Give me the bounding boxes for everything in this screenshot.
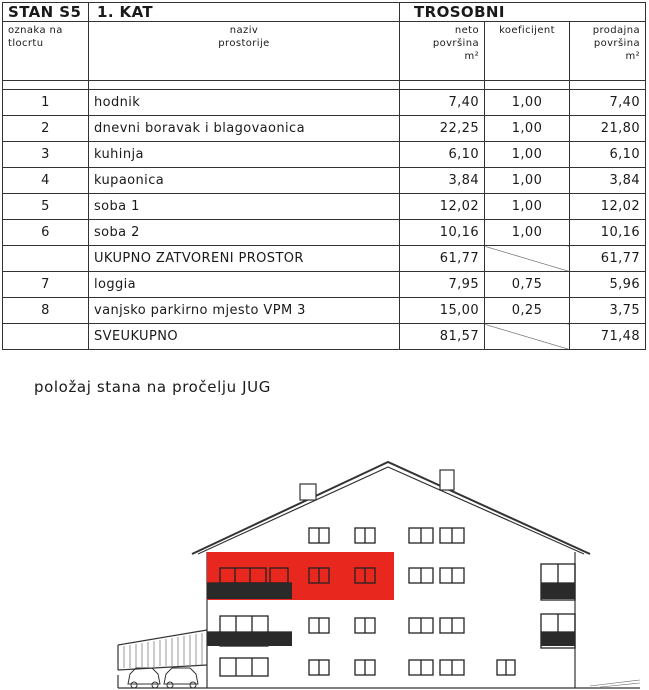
row-mark: 6 bbox=[3, 220, 89, 246]
table-row bbox=[3, 168, 646, 194]
row-coefficient: 1,00 bbox=[485, 194, 570, 220]
row-coefficient: 0,25 bbox=[485, 298, 570, 324]
row-mark: 1 bbox=[3, 90, 89, 116]
row-net-area: 12,02 bbox=[400, 194, 485, 220]
subtotal-sale: 61,77 bbox=[570, 246, 646, 272]
table-row bbox=[3, 142, 646, 168]
row-coefficient: 1,00 bbox=[485, 90, 570, 116]
row-mark: 5 bbox=[3, 194, 89, 220]
row-mark: 4 bbox=[3, 168, 89, 194]
table-row bbox=[3, 90, 646, 116]
unit-label: STAN S5 bbox=[3, 3, 89, 22]
row-sale-area: 7,40 bbox=[570, 90, 646, 116]
apartment-type-label: TROSOBNI bbox=[400, 3, 646, 22]
row-mark: 7 bbox=[3, 272, 89, 298]
row-sale-area: 3,75 bbox=[570, 298, 646, 324]
table-row bbox=[3, 298, 646, 324]
row-room-name: vanjsko parkirno mjesto VPM 3 bbox=[89, 298, 400, 324]
row-room-name: dnevni boravak i blagovaonica bbox=[89, 116, 400, 142]
subtotal-label: UKUPNO ZATVORENI PROSTOR bbox=[89, 246, 400, 272]
row-sale-area: 12,02 bbox=[570, 194, 646, 220]
row-net-area: 7,95 bbox=[400, 272, 485, 298]
col-header-mark: oznaka na tlocrtu bbox=[3, 22, 89, 81]
col-header-coefficient: koeficijent bbox=[485, 22, 570, 81]
row-coefficient: 0,75 bbox=[485, 272, 570, 298]
subtotal-row bbox=[3, 246, 646, 272]
total-label: SVEUKUPNO bbox=[89, 324, 400, 350]
table-row bbox=[3, 116, 646, 142]
total-sale: 71,48 bbox=[570, 324, 646, 350]
subtotal-coef-empty bbox=[485, 246, 570, 272]
row-net-area: 7,40 bbox=[400, 90, 485, 116]
table-row bbox=[3, 194, 646, 220]
apartment-area-table bbox=[2, 2, 646, 350]
row-net-area: 15,00 bbox=[400, 298, 485, 324]
total-row bbox=[3, 324, 646, 350]
row-coefficient: 1,00 bbox=[485, 142, 570, 168]
total-net: 81,57 bbox=[400, 324, 485, 350]
subtotal-net: 61,77 bbox=[400, 246, 485, 272]
spacer-row bbox=[3, 81, 646, 90]
row-sale-area: 21,80 bbox=[570, 116, 646, 142]
floor-label: 1. KAT bbox=[89, 3, 400, 22]
row-sale-area: 3,84 bbox=[570, 168, 646, 194]
row-room-name: loggia bbox=[89, 272, 400, 298]
row-sale-area: 6,10 bbox=[570, 142, 646, 168]
row-mark: 8 bbox=[3, 298, 89, 324]
col-header-name: naziv prostorije bbox=[89, 22, 400, 81]
row-room-name: hodnik bbox=[89, 90, 400, 116]
col-header-sale-area: prodajna površina m² bbox=[570, 22, 646, 81]
row-coefficient: 1,00 bbox=[485, 168, 570, 194]
column-header-row bbox=[3, 22, 646, 81]
row-mark: 2 bbox=[3, 116, 89, 142]
row-net-area: 10,16 bbox=[400, 220, 485, 246]
facade-caption: položaj stana na pročelju JUG bbox=[34, 378, 271, 396]
row-sale-area: 5,96 bbox=[570, 272, 646, 298]
row-coefficient: 1,00 bbox=[485, 116, 570, 142]
row-room-name: kuhinja bbox=[89, 142, 400, 168]
title-row bbox=[3, 3, 646, 22]
row-room-name: kupaonica bbox=[89, 168, 400, 194]
col-header-net-area: neto površina m² bbox=[400, 22, 485, 81]
row-room-name: soba 1 bbox=[89, 194, 400, 220]
total-coef-empty bbox=[485, 324, 570, 350]
row-net-area: 6,10 bbox=[400, 142, 485, 168]
row-sale-area: 10,16 bbox=[570, 220, 646, 246]
row-net-area: 3,84 bbox=[400, 168, 485, 194]
table-row bbox=[3, 220, 646, 246]
row-mark: 3 bbox=[3, 142, 89, 168]
table-row bbox=[3, 272, 646, 298]
south-facade-drawing bbox=[0, 440, 649, 690]
row-net-area: 22,25 bbox=[400, 116, 485, 142]
row-room-name: soba 2 bbox=[89, 220, 400, 246]
row-coefficient: 1,00 bbox=[485, 220, 570, 246]
